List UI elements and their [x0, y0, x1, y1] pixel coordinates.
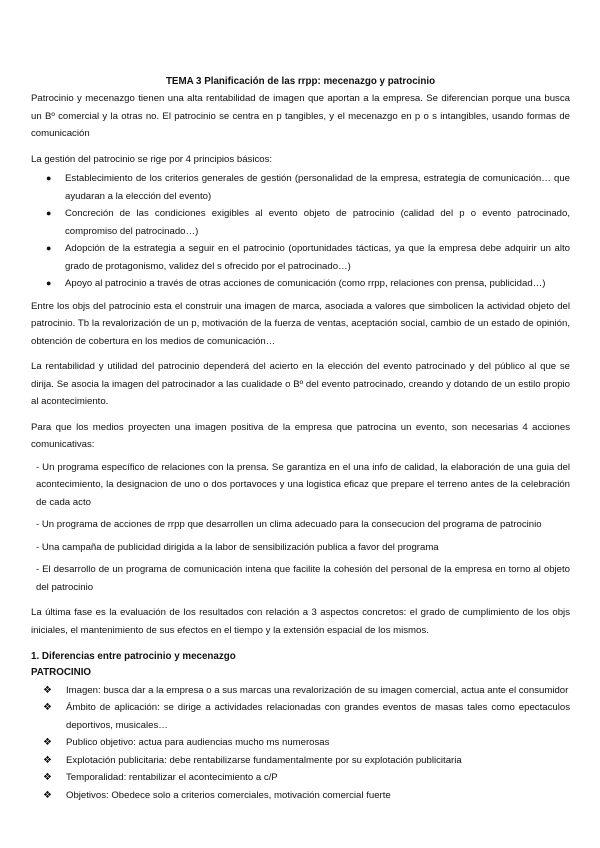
list-item-text: Adopción de la estrategia a seguir en el patrocinio (oportunidades tácticas, ya que la empresa debe adquirir un alto grado de protagonismo, validez del s ofrecido por el patrocinado…) [65, 243, 570, 272]
list-item [31, 170, 570, 205]
list-item [31, 682, 570, 700]
principles-intro: La gestión del patrocinio se rige por 4 principios básicos: [31, 153, 273, 165]
principles-list [31, 170, 570, 293]
list-item-text: Temporalidad: rentabilizar el acontecimiento a c/P [66, 772, 278, 783]
list-item-text: Publico objetivo: actua para audiencias mucho ms numerosas [66, 737, 330, 748]
actions-intro: Para que los medios proyecten una imagen positiva de la empresa que patrocina un evento, son necesarias 4 acciones comunicativas: [31, 421, 570, 450]
list-item-text: Imagen: busca dar a la empresa o a sus marcas una revalorización de su imagen comercial, actua ante el consumidor [66, 684, 569, 696]
evaluation-paragraph: La última fase es la evaluación de los resultados con relación a 3 aspectos concretos: el grado de cumplimiento de los objs iniciales, el mantenimiento de sus efectos en el tiempo y la extensión espacial de los mismos. [31, 607, 570, 636]
bullet-icon: ● [46, 173, 52, 183]
list-item [31, 734, 570, 752]
list-item: - Un programa específico de relaciones con la prensa. Se garantiza en el una info de calidad, la elaboración de una guia del acontecimiento, la designacion de uno o dos portavoces y una logistica eficaz que prepare el terreno antes de la celebración de cada acto [36, 461, 570, 508]
list-item [31, 752, 570, 770]
list-item [31, 699, 570, 734]
list-item-text: Concreción de las condiciones exigibles al evento objeto de patrocinio (calidad del p o evento patrocinado, compromiso del patrocinado…) [65, 208, 570, 237]
list-item-text: Apoyo al patrocinio a través de otras acciones de comunicación (como rrpp, relaciones con prensa, publicidad…) [65, 278, 546, 289]
diamond-bullet-icon: ❖ [43, 789, 52, 801]
list-item: - Una campaña de publicidad dirigida a la labor de sensibilización publica a favor del programa [36, 541, 439, 553]
profitability-paragraph: La rentabilidad y utilidad del patrocinio dependerá del acierto en la elección del evento patrocinado y del público al que se dirija. Se asocia la imagen del patrocinador a las cualidade o Bº del evento patrocinado, creando y dotando de un estilo propio al acontecimiento. [31, 361, 570, 407]
actions-list [31, 459, 570, 597]
list-item [31, 205, 570, 240]
list-item-text: Establecimiento de los criterios generales de gestión (personalidad de la empresa, estrategia de comunicación… que ayudaran a la elección del evento) [65, 173, 570, 202]
diamond-bullet-icon: ❖ [43, 702, 52, 713]
diamond-bullet-icon: ❖ [43, 754, 52, 766]
patrocinio-list [31, 682, 570, 805]
diamond-bullet-icon: ❖ [43, 772, 52, 783]
diamond-bullet-icon: ❖ [43, 737, 52, 748]
list-item: - Un programa de acciones de rrpp que desarrollen un clima adecuado para la consecucion del programa de patrocinio [36, 519, 542, 530]
list-item [31, 275, 570, 293]
list-item [31, 787, 570, 805]
document-title: TEMA 3 Planificación de las rrpp: mecenazgo y patrocinio [165, 76, 436, 87]
bullet-icon: ● [46, 243, 52, 253]
diamond-bullet-icon: ❖ [43, 684, 52, 696]
list-item-text: Explotación publicitaria: debe rentabilizarse fundamentalmente por su explotación publicitaria [66, 754, 462, 766]
list-item [31, 769, 570, 787]
intro-paragraph: Patrocinio y mecenazgo tienen una alta rentabilidad de imagen que aportan a la empresa. Se diferencian porque una busca un Bº comercial y la otras no. El patrocinio se centra en p tangibles, y el mecenazgo en p o s intangibles, usando formas de comunicación [31, 93, 570, 139]
list-item: - El desarrollo de un programa de comunicación intena que facilite la cohesión del personal de la empresa en torno al objeto del patrocinio [36, 564, 570, 593]
bullet-icon: ● [46, 278, 52, 288]
list-item-text: Ámbito de aplicación: se dirige a actividades relacionadas con grandes eventos de masas tales como epectaculos deportivos, musicales… [66, 702, 570, 731]
objectives-paragraph: Entre los objs del patrocinio esta el construir una imagen de marca, asociada a valores que simbolicen la actividad objeto del patrocinio. Tb la revalorización de un p, motivación de la fuerza de ventas, aceptación social, cambio de un estado de opinión, obtención de cobertura en los medios de comunicación… [31, 300, 570, 347]
section-heading: 1. Diferencias entre patrocinio y mecenazgo [31, 651, 236, 662]
patrocinio-heading: PATROCINIO [31, 666, 92, 678]
bullet-icon: ● [46, 208, 52, 218]
list-item-text: Objetivos: Obedece solo a criterios comerciales, motivación comercial fuerte [66, 789, 391, 801]
list-item [31, 240, 570, 275]
